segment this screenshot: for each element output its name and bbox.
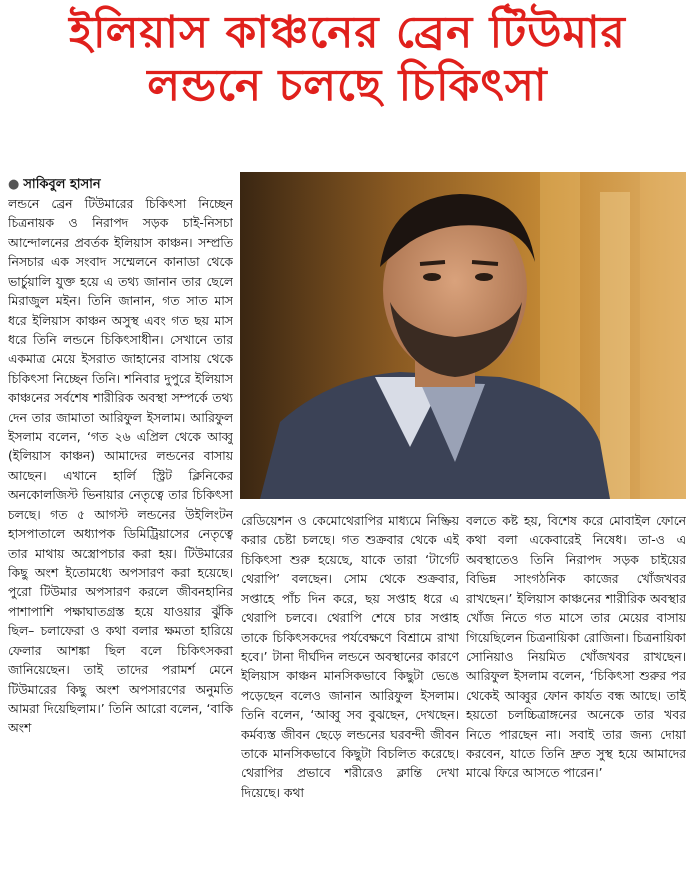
- portrait-photo-illustration: [240, 172, 686, 499]
- headline-line-2: লন্ডনে চলছে চিকিৎসা: [147, 60, 548, 112]
- portrait-photo: [240, 172, 686, 499]
- byline-author: সাকিবুল হাসান: [23, 177, 101, 192]
- article-column-2: [241, 512, 459, 872]
- column-2-text: রেডিয়েশন ও কেমোথেরাপির মাধ্যমে নিষ্ক্রিয় করার চেষ্টা চলছে। গত শুক্রবার থেকে এই চিকিৎসা শুরু হয়েছে, যাকে তারা ‘টার্গেট থেরাপি’ বলছেন। সোম থেকে শুক্রবার, সপ্তাহে পাঁচ দিন করে, ছয় সপ্তাহ ধরে এ থেরাপি চলবে। থেরাপি শেষে চার সপ্তাহ তাকে চিকিৎসকদের পর্যবেক্ষণে বিশ্রামে রাখা হবে।’ টানা দীর্ঘদিন লন্ডনে অবস্থানের কারণে ইলিয়াস কাঞ্চন মানসিকভাবে কিছুটা ভেঙে পড়েছেন বলেও জানান আরিফুল ইসলাম। তিনি বলেন, ‘আব্বু সব বুঝছেন, দেখছেন। কর্মব্যস্ত জীবন ছেড়ে লন্ডনের ঘরবন্দী জীবন তাকে মানসিকভাবে কিছুটা বিচলিত করেছে। থেরাপির প্রভাবে শরীরেও ক্লান্তি দেখা দিয়েছে। কথা: [241, 514, 459, 800]
- article-column-1: [8, 195, 233, 875]
- column-1-text: লন্ডনে ব্রেন টিউমারের চিকিৎসা নিচ্ছেন চিত্রনায়ক ও নিরাপদ সড়ক চাই-নিসচা আন্দোলনের প্রবর্তক ইলিয়াস কাঞ্চন। সম্প্রতি নিসচার এক সংবাদ সম্মেলনে কানাডা থেকে ভার্চুয়ালি যুক্ত হয়ে এ তথ্য জানান তার ছেলে মিরাজুল মইন। তিনি জানান, গত সাত মাস ধরে ইলিয়াস কাঞ্চন অসুস্থ এবং গত ছয় মাস ধরে তিনি লন্ডনে চিকিৎসাধীন। সেখানে তার একমাত্র মেয়ে ইসরাত জাহানের বাসায় থেকে চিকিৎসা নিচ্ছেন তিনি। শনিবার দুপুরে ইলিয়াস কাঞ্চনের সর্বশেষ শারীরিক অবস্থা সম্পর্কে তথ্য দেন তার জামাতা আরিফুল ইসলাম। আরিফুল ইসলাম বলেন, ‘গত ২৬ এপ্রিল থেকে আব্বু (ইলিয়াস কাঞ্চন) আমাদের লন্ডনের বাসায় আছেন। এখানে হার্লি স্ট্রিট ক্লিনিকের অনকোলজিস্ট ভিনায়ার নেতৃত্বে তার চিকিৎসা চলছে। গত ৫ আগস্ট লন্ডনের উইলিংটন হাসপাতালে অধ্যাপক ডিমিট্রিয়াসের নেতৃত্বে তার মাথায় অস্ত্রোপচার করা হয়। টিউমারের কিছু অংশ ইতোমধ্যে অপসারণ করা হয়েছে। পুরো টিউমার অপসারণ করলে জীবনহানির পাশাপাশি পক্ষাঘাতগ্রস্ত হয়ে যাওয়ার ঝুঁকি ছিল– চলাফেরা ও কথা বলার ক্ষমতা হারিয়ে ফেলার আশঙ্কা ছিল বলে চিকিৎসকরা জানিয়েছেন। তাই তাদের পরামর্শ মেনে টিউমারের কিছু অংশ অপসারণের অনুমতি আমরা দিয়েছিলাম।’ তিনি আরো বলেন, ‘বাকি অংশ: [8, 197, 233, 736]
- headline: [0, 8, 695, 111]
- article-column-3: [466, 512, 686, 872]
- byline: [8, 175, 101, 196]
- column-3-text: বলতে কষ্ট হয়, বিশেষ করে মোবাইল ফোনে কথা বলা একেবারেই নিষেধ। তা-ও এ অবস্থাতেও তিনি নিরাপদ সড়ক চাইয়ের বিভিন্ন সাংগঠনিক কাজের খোঁজখবর রাখছেন।’ ইলিয়াস কাঞ্চনের শারীরিক অবস্থার খোঁজ নিতে গত মাসে তার মেয়ের বাসায় গিয়েছিলেন চিত্রনায়িকা রোজিনা। চিত্রনায়িকা সোনিয়াও নিয়মিত খোঁজখবর রাখছেন। আরিফুল ইসলাম বলেন, ‘চিকিৎসা শুরুর পর থেকেই আব্বুর ফোন কার্যত বন্ধ আছে। তাই হয়তো চলচ্চিত্রাঙ্গনের অনেকে তার খবর নিতে পারছেন না। সবাই তার জন্য দোয়া করবেন, যাতে তিনি দ্রুত সুস্থ হয়ে আমাদের মাঝে ফিরে আসতে পারেন।’: [466, 514, 686, 781]
- headline-line-1: ইলিয়াস কাঞ্চনের ব্রেন টিউমার: [69, 7, 626, 58]
- bullet-icon: ●: [8, 177, 20, 192]
